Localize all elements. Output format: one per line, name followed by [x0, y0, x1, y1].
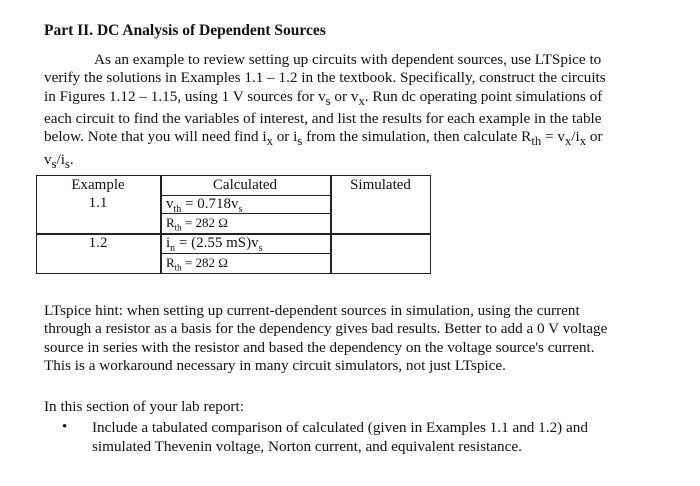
report-section-label: In this section of your lab report: — [44, 398, 244, 415]
header-example-label: Example — [71, 177, 125, 193]
hint-line-1: LTspice hint: when setting up current-dependent sources in simulation, using the current — [44, 302, 580, 319]
bullet-icon: • — [62, 419, 68, 435]
intro-paragraph — [44, 51, 656, 173]
row-1-example: 1.1 — [88, 195, 108, 211]
row-2-calc-2: $R_{th} = 282$ Ω — [166, 255, 228, 273]
hint-line-3: source in series with the resistor and based the dependency on the voltage source's current. — [44, 338, 595, 356]
bullet-line-2: simulated Thevenin voltage, Norton current, and equivalent resistance. — [92, 438, 522, 455]
ltspice-hint — [44, 302, 664, 375]
intro-line-2: verify the solutions in Examples 1.1 – 1.2 in the textbook. Specifically, construct the circuits — [44, 69, 606, 87]
bullet-line-1: Include a tabulated comparison of calculated (given in Examples 1.1 and 1.2) and — [92, 419, 588, 436]
hint-line-2: through a resistor as a basis for the dependency gives bad results. Better to add a 0 V voltage — [44, 320, 608, 338]
row-1-calc-2: $R_{th} = 282$ Ω — [166, 215, 228, 233]
results-grid — [36, 175, 431, 274]
header-calculated-label: Calculated — [212, 177, 278, 193]
row-1-calc-1: $v_{th} = 0.718v_s$ — [166, 196, 243, 215]
hint-line-4: This is a workaround necessary in many circuit simulators, not just LTspice. — [44, 356, 506, 374]
section-title: Part II. DC Analysis of Dependent Sources — [44, 22, 326, 39]
intro-line-6: $v_s/i_s$. — [44, 150, 74, 171]
intro-line-4: each circuit to find the variables of interest, and list the results for each example in the table — [44, 109, 602, 127]
intro-line-3: in Figures 1.12 – 1.15, using 1 V sources for $v_s$ or $v_x$. Run dc operating point simulations of — [44, 87, 603, 108]
header-simulated-label: Simulated — [350, 177, 411, 193]
row-2-example: 1.2 — [88, 235, 108, 251]
intro-line-1: As an example to review setting up circuits with dependent sources, use LTSpice to — [94, 51, 602, 68]
intro-line-5: below. Note that you will need find $i_x$ or $i_s$ from the simulation, then calculate $R_{th} = v_x/i_x$ or — [44, 128, 603, 149]
row-2-calc-1: $i_n = (2.55$ $mS)v_s$ — [166, 235, 263, 254]
report-bullet — [62, 418, 652, 456]
